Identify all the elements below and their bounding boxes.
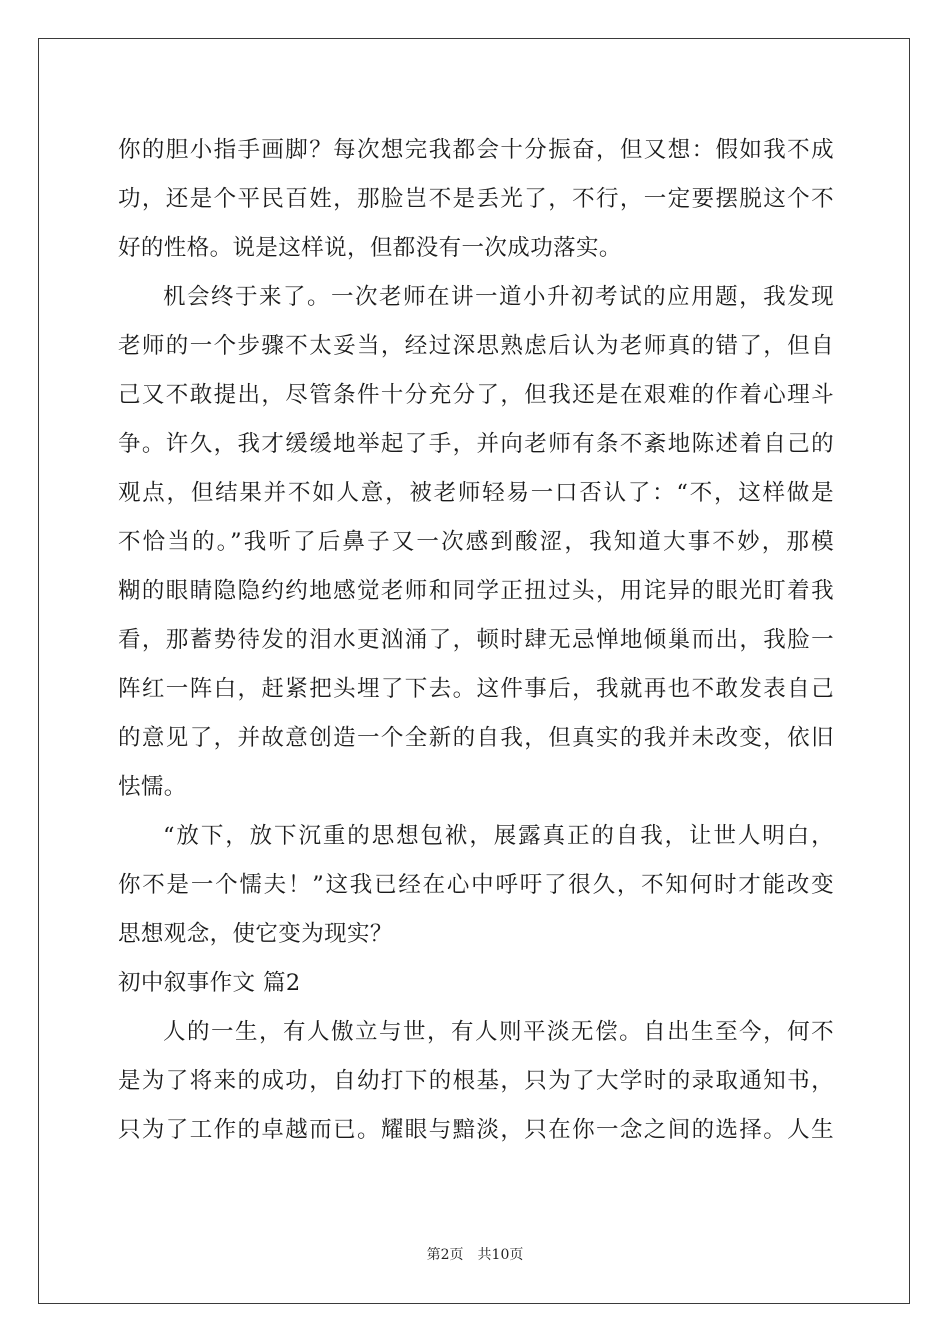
text-line: 糊的眼睛隐隐约约地感觉老师和同学正扭过头，用诧异的眼光盯着我 xyxy=(118,578,834,604)
text-line: 思想观念，使它变为现实？ xyxy=(118,921,393,947)
text-line: 观点，但结果并不如人意，被老师轻易一口否认了：“不，这样做是 xyxy=(118,480,834,506)
text-line: 你的胆小指手画脚？每次想完我都会十分振奋，但又想：假如我不成 xyxy=(118,137,834,163)
text-line: 己又不敢提出，尽管条件十分充分了，但我还是在艰难的作着心理斗 xyxy=(118,382,834,408)
text-line: 争。许久，我才缓缓地举起了手，并向老师有条不紊地陈述着自己的 xyxy=(118,431,834,457)
text-line: 的意见了，并故意创造一个全新的自我，但真实的我并未改变，依旧 xyxy=(118,725,834,751)
text-line: 怯懦。 xyxy=(118,774,187,800)
text-line: 阵红一阵白，赶紧把头埋了下去。这件事后，我就再也不敢发表自己 xyxy=(118,676,834,702)
paragraph-first-line: 人的一生，有人傲立与世，有人则平淡无偿。自出生至今，何不 xyxy=(163,1019,834,1045)
text-line: 不恰当的。”我听了后鼻子又一次感到酸涩，我知道大事不妙，那模 xyxy=(118,529,834,555)
document-body xyxy=(118,126,834,1155)
paragraph-first-line: 机会终于来了。一次老师在讲一道小升初考试的应用题，我发现 xyxy=(163,284,834,310)
text-line: 功，还是个平民百姓，那脸岂不是丢光了，不行，一定要摆脱这个不 xyxy=(118,186,834,212)
paragraph-first-line: “放下，放下沉重的思想包袱，展露真正的自我，让世人明白， xyxy=(163,823,834,849)
text-line: 是为了将来的成功，自幼打下的根基，只为了大学时的录取通知书， xyxy=(118,1068,834,1094)
text-line: 只为了工作的卓越而已。耀眼与黯淡，只在你一念之间的选择。人生 xyxy=(118,1117,834,1143)
total-pages: 共10页 xyxy=(477,1247,524,1263)
text-line: 好的性格。说是这样说，但都没有一次成功落实。 xyxy=(118,235,622,261)
text-line: 老师的一个步骤不太妥当，经过深思熟虑后认为老师真的错了，但自 xyxy=(118,333,834,359)
page-footer xyxy=(0,1244,950,1264)
section-heading: 初中叙事作文 篇2 xyxy=(118,970,301,996)
page-number: 第2页 xyxy=(426,1247,464,1263)
text-line: 看，那蓄势待发的泪水更汹涌了，顿时肆无忌惮地倾巢而出，我脸一 xyxy=(118,627,834,653)
text-line: 你不是一个懦夫！”这我已经在心中呼吁了很久，不知何时才能改变 xyxy=(118,872,834,898)
